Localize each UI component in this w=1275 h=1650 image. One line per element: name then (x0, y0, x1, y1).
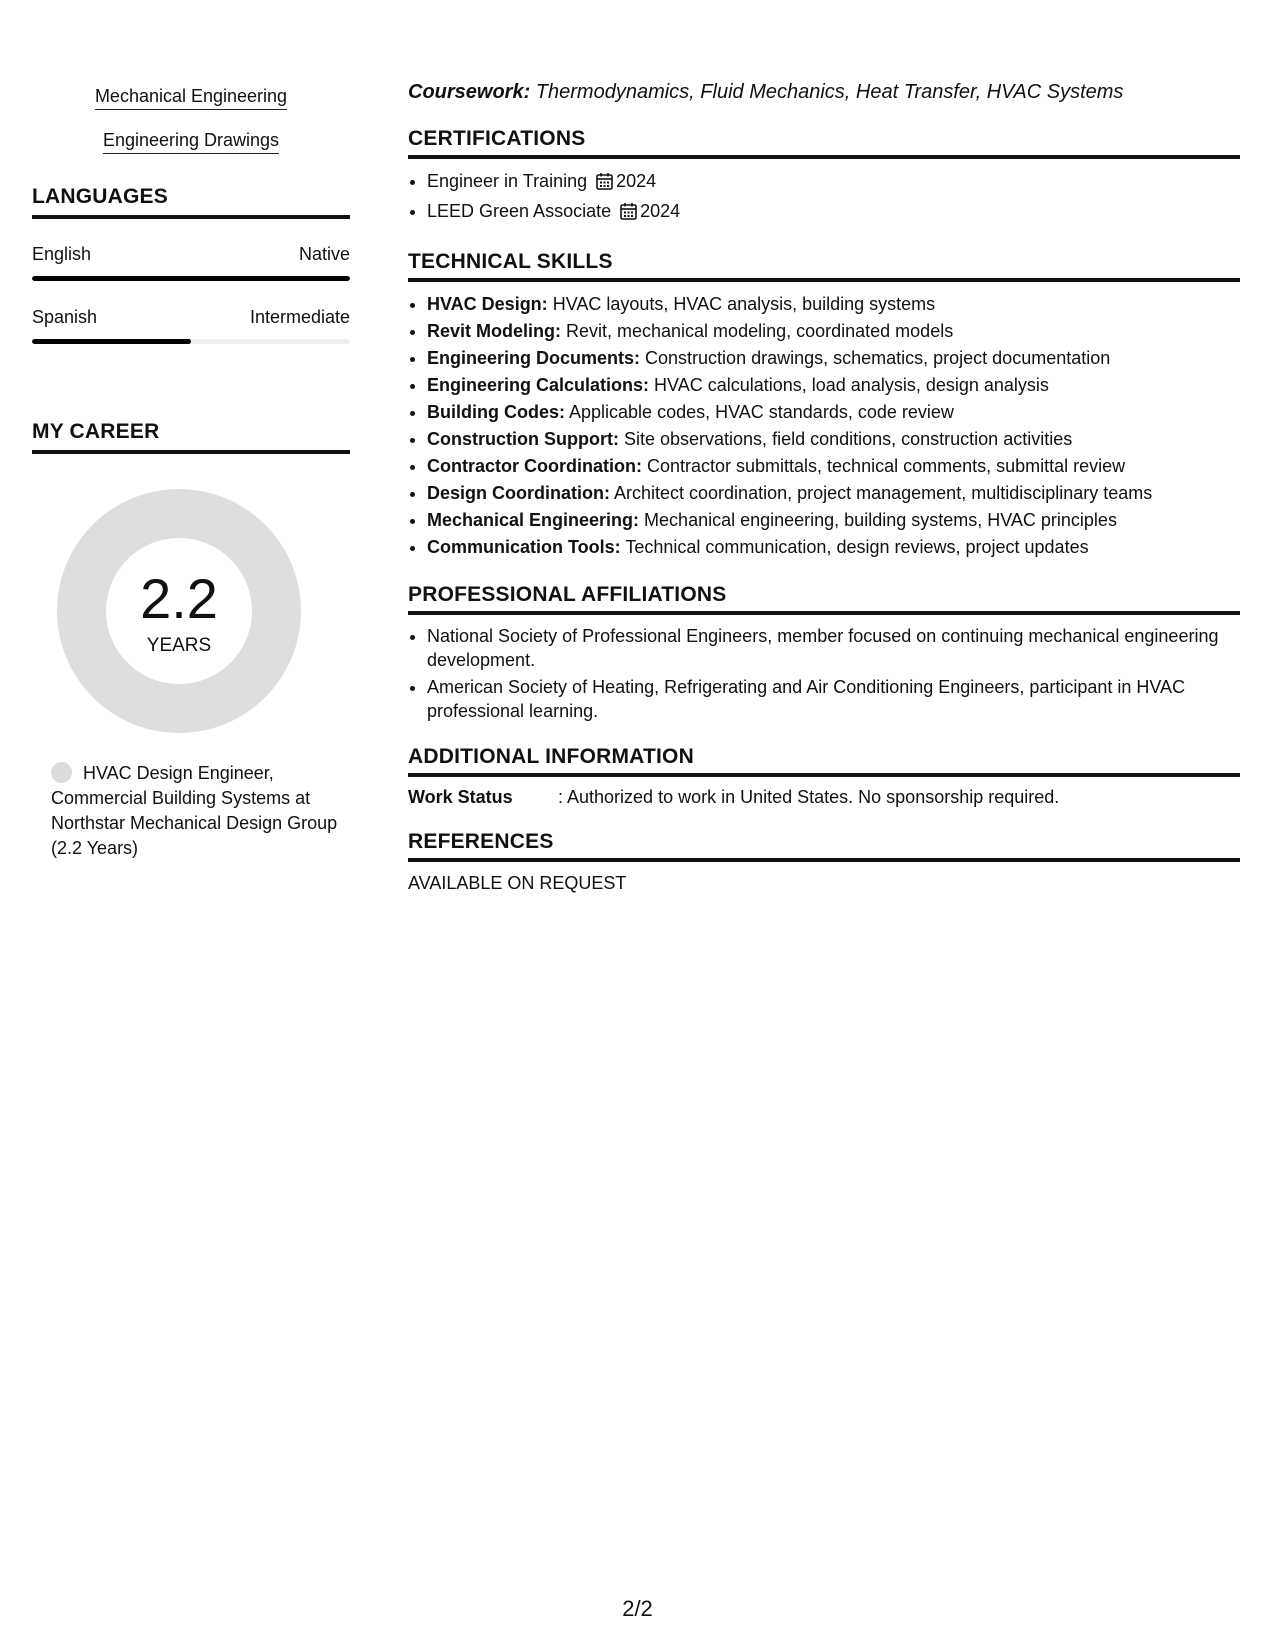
skill-label: Engineering Documents: (427, 348, 641, 368)
skill-text: Construction drawings, schematics, project documentation (640, 348, 1111, 368)
language-level: Native (298, 244, 350, 264)
language-entry (32, 306, 350, 344)
tag-item (32, 85, 350, 110)
certifications-heading: CERTIFICATIONS (408, 127, 1240, 159)
skill-item (427, 399, 1240, 426)
skill-item (427, 372, 1240, 399)
affiliation-item: • National Society of Professional Engineers, member focused on continuing mechanical engineering development. (427, 624, 1240, 672)
references-text: AVAILABLE ON REQUEST (408, 873, 627, 893)
skill-label: Communication Tools: (427, 537, 621, 557)
career-years-value: 2.2 (140, 567, 218, 630)
certification-item (427, 198, 1240, 228)
skill-label: Contractor Coordination: (427, 456, 642, 476)
skill-item (427, 345, 1240, 372)
calendar-icon (596, 171, 613, 198)
work-status-row (408, 786, 1240, 808)
skill-text: HVAC layouts, HVAC analysis, building systems (547, 294, 936, 314)
certifications-list (408, 168, 1240, 228)
languages-heading: LANGUAGES (32, 185, 350, 219)
skill-label: Mechanical Engineering: (427, 510, 640, 530)
skill-item (427, 318, 1240, 345)
language-proficiency-fill (32, 339, 191, 344)
skill-item (427, 480, 1240, 507)
certification-year: 2024 (616, 171, 657, 191)
skill-label: Revit Modeling: (427, 321, 561, 341)
additional-info-heading: ADDITIONAL INFORMATION (408, 745, 1240, 777)
career-entry-text: HVAC Design Engineer, Commercial Building Systems at Northstar Mechanical Design Group (2.2 Years) (51, 763, 338, 858)
skill-label: HVAC Design: (427, 294, 548, 314)
skill-text: Mechanical engineering, building systems, HVAC principles (639, 510, 1117, 530)
skill-text: Site observations, field conditions, construction activities (618, 429, 1073, 449)
skill-item (427, 534, 1240, 561)
language-level: Intermediate (249, 307, 350, 327)
tag-label: Mechanical Engineering (95, 85, 287, 110)
skill-text: Technical communication, design reviews, project updates (620, 537, 1089, 557)
certification-year: 2024 (640, 201, 681, 221)
language-name: Spanish (32, 307, 98, 327)
tag-label: Engineering Drawings (103, 129, 279, 154)
affiliations-list (408, 624, 1240, 723)
skill-text: Architect coordination, project management, multidisciplinary teams (610, 483, 1153, 503)
skill-text: Applicable codes, HVAC standards, code review (565, 402, 954, 422)
dot-icon (51, 762, 72, 783)
certification-name: LEED Green Associate (427, 201, 612, 221)
technical-skills-list (408, 291, 1240, 561)
coursework-text: Thermodynamics, Fluid Mechanics, Heat Transfer, HVAC Systems (530, 81, 1124, 103)
skill-label: Design Coordination: (427, 483, 610, 503)
certification-name: Engineer in Training (427, 171, 588, 191)
skill-label: Engineering Calculations: (427, 375, 650, 395)
references-heading: REFERENCES (408, 830, 1240, 862)
technical-skills-heading: TECHNICAL SKILLS (408, 250, 1240, 282)
skill-item (427, 291, 1240, 318)
certification-item (427, 168, 1240, 198)
skill-text: Revit, mechanical modeling, coordinated models (561, 321, 954, 341)
main-column (408, 79, 1240, 894)
sidebar (32, 85, 350, 861)
skill-label: Construction Support: (427, 429, 619, 449)
coursework-label: Coursework: (408, 81, 531, 103)
language-proficiency-bar (32, 339, 350, 344)
skill-label: Building Codes: (427, 402, 565, 422)
affiliation-item: • American Society of Heating, Refrigerating and Air Conditioning Engineers, participant in HVAC professional learning. (427, 675, 1240, 723)
work-status-label: Work Status (408, 787, 513, 807)
language-proficiency-bar (32, 276, 350, 281)
career-heading: MY CAREER (32, 420, 350, 454)
career-entry (51, 761, 341, 861)
skill-text: HVAC calculations, load analysis, design analysis (649, 375, 1049, 395)
affiliations-heading: PROFESSIONAL AFFILIATIONS (408, 583, 1240, 615)
skill-item (427, 453, 1240, 480)
calendar-icon (620, 201, 637, 228)
tag-item (32, 129, 350, 154)
language-proficiency-fill (32, 276, 350, 281)
page-number: 2/2 (622, 1596, 653, 1621)
skill-item (427, 426, 1240, 453)
career-years-donut (57, 489, 301, 733)
career-years-unit: YEARS (146, 635, 212, 656)
skill-text: Contractor submittals, technical comments, submittal review (641, 456, 1126, 476)
language-name: English (32, 244, 92, 264)
language-entry (32, 243, 350, 281)
skill-item (427, 507, 1240, 534)
work-status-value: : Authorized to work in United States. No sponsorship required. (558, 787, 1060, 807)
coursework (408, 79, 1240, 105)
